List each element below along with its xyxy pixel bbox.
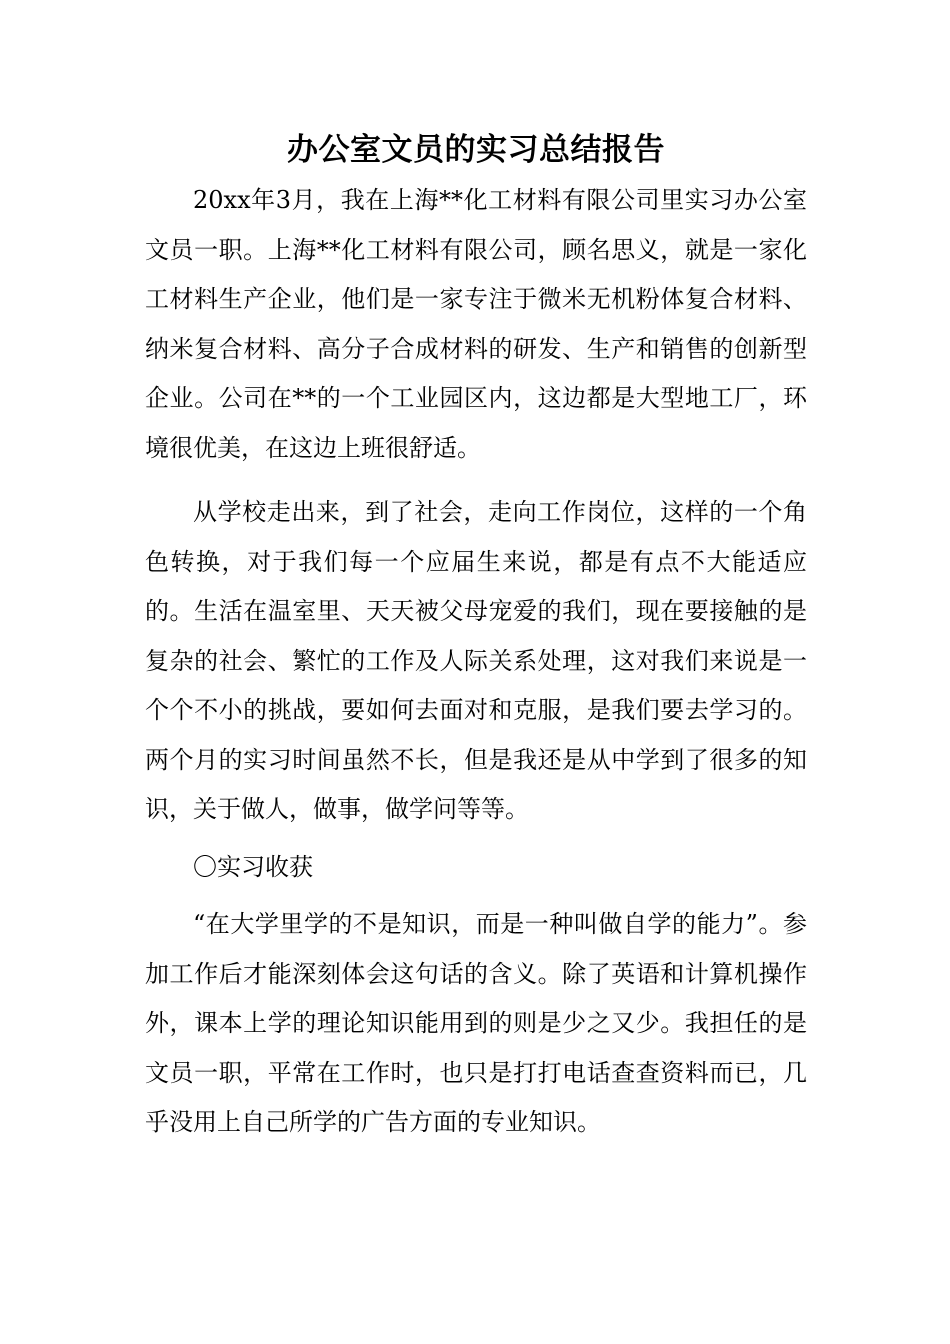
paragraph-spacer (145, 473, 807, 488)
paragraph-spacer (145, 835, 807, 843)
paragraph-self-learning: “在大学里学的不是知识，而是一种叫做自学的能力”。参加工作后才能深刻体会这句话的含义。除了英语和计算机操作外，课本上学的理论知识能用到的则是少之又少。我担任的是文员一职，平常在工作时，也只是打打电话查查资料而已，几乎没用上自己所学的广告方面的专业知识。 (145, 910, 807, 1136)
paragraph-role-transition: 从学校走出来，到了社会，走向工作岗位，这样的一个角色转换，对于我们每一个应届生来说，都是有点不大能适应的。生活在温室里、天天被父母宠爱的我们，现在要接触的是复杂的社会、繁忙的工作及人际关系处理，这对我们来说是一个个不小的挑战，要如何去面对和克服，是我们要去学习的。两个月的实习时间虽然不长，但是我还是从中学到了很多的知识，关于做人，做事，做学问等等。 (145, 498, 807, 823)
paragraph-spacer (145, 892, 807, 900)
paragraph-internship-intro: 20xx年3月，我在上海**化工材料有限公司里实习办公室文员一职。上海**化工材料有限公司，顾名思义，就是一家化工材料生产企业，他们是一家专注于微米无机粉体复合材料、纳米复合材料、高分子合成材料的研发、生产和销售的创新型企业。公司在**的一个工业园区内，这边都是大型地工厂，环境很优美，在这边上班很舒适。 (145, 186, 807, 462)
document-body (145, 124, 807, 1148)
document-title: 办公室文员的实习总结报告 (287, 132, 665, 168)
section-heading-internship-gains: 〇实习收获 (193, 852, 313, 881)
